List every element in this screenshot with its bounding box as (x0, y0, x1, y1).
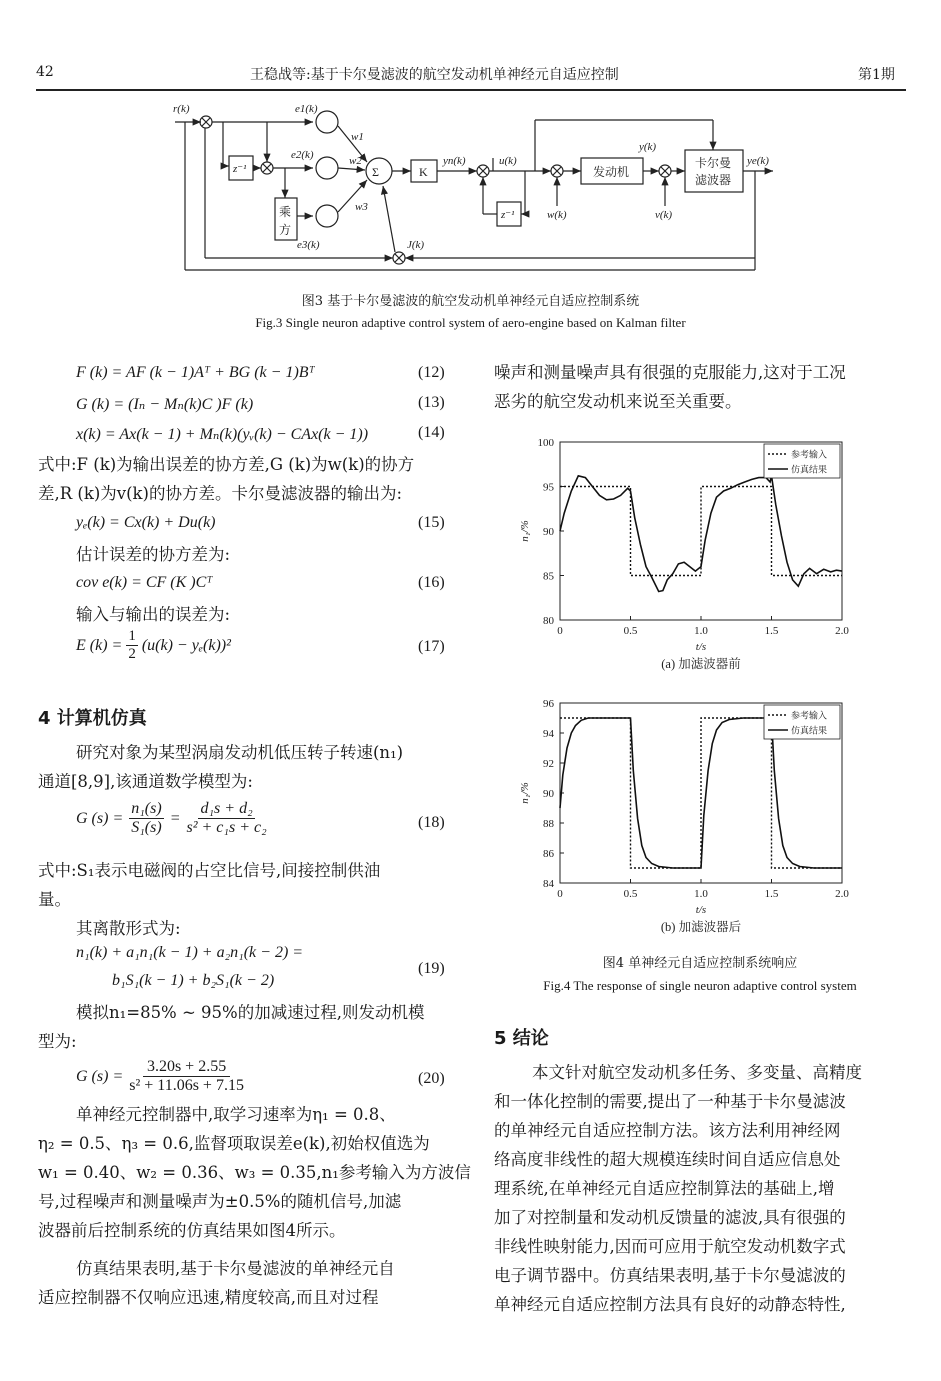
x-tick-label: 1.5 (764, 625, 779, 637)
y-tick-label: 94 (543, 728, 554, 740)
eq17-fraction: $\frac{1}{2}$ (128, 628, 136, 662)
issue-number: 第1期 (858, 67, 895, 83)
text-line: 本文针对航空发动机多任务、多变量、高精度 (532, 1063, 862, 1082)
x-tick-label: 0 (557, 888, 563, 900)
label-gain: K (419, 165, 428, 179)
text-line: 式中:S₁表示电磁阀的占空比信号,间接控制供油 (38, 861, 381, 880)
legend-label: 仿真结果 (791, 464, 828, 475)
x-tick-label: 1.0 (694, 625, 708, 637)
y-tick-label: 85 (543, 570, 554, 583)
eq17: E (k) = $\frac{1}{2}$ (u(k) − yₑ(k))² (76, 628, 231, 662)
text-line: 噪声和测量噪声具有很强的克服能力,这对于工况 (494, 363, 846, 382)
label-engine: 发动机 (593, 165, 630, 179)
eq15: yₑ(k) = Cx(k) + Du(k) (76, 514, 216, 531)
text-line: 输入与输出的误差为: (76, 605, 231, 624)
label-e3: e3(k) (297, 239, 320, 251)
eq17-number: (17) (418, 638, 445, 655)
eq19-line2: b₁S₁(k − 1) + b₂S₁(k − 2) (112, 972, 275, 989)
y-tick-label: 100 (537, 437, 554, 449)
fig3-caption-en: Fig.3 Single neuron adaptive control system of aero-engine based on Kalman filter (255, 315, 686, 330)
text-line: 加了对控制量和发动机反馈量的滤波,具有很强的 (494, 1208, 846, 1227)
label-J: J(k) (407, 239, 425, 251)
sum-node (366, 158, 392, 184)
label-w3: w3 (355, 201, 368, 213)
x-tick-label: 1.0 (694, 888, 708, 900)
eq18-number: (18) (418, 814, 445, 831)
header-rule (36, 89, 906, 91)
text-line: 估计误差的协方差为: (76, 545, 231, 564)
y-tick-label: 88 (543, 818, 554, 830)
text-line: 仿真结果表明,基于卡尔曼滤波的单神经元自 (76, 1259, 395, 1278)
text-line: 单神经元自适应控制方法具有良好的动静态特性, (494, 1295, 846, 1314)
eq19-number: (19) (418, 960, 445, 977)
text-line: η₂ = 0.5、η₃ = 0.6,监督项取误差e(k),初始权值选为 (38, 1134, 430, 1153)
y-tick-label: 96 (543, 698, 554, 710)
neuron-input-1 (316, 111, 338, 133)
y-tick-label: 95 (543, 481, 554, 494)
label-w2: w2 (349, 155, 362, 167)
x-axis-label: t/s (695, 641, 707, 653)
eq12: F (k) = AF (k − 1)Aᵀ + BG (k − 1)Bᵀ (76, 364, 315, 381)
label-kalman-top: 卡尔曼 (695, 156, 732, 170)
fig3-caption-cn: 图3 基于卡尔曼滤波的航空发动机单神经元自适应控制系统 (301, 294, 640, 309)
label-v: v(k) (655, 209, 673, 221)
eq14-number: (14) (418, 424, 445, 441)
y-tick-label: 86 (543, 848, 554, 860)
y-axis-label: n₁/% (519, 782, 531, 804)
text-line: 适应控制器不仅响应迅速,精度较高,而且对过程 (38, 1288, 379, 1307)
x-tick-label: 2.0 (835, 888, 849, 900)
text-line: 恶劣的航空发动机来说至关重要。 (494, 392, 742, 411)
text-line: 通道[8,9],该通道数学模型为: (38, 772, 253, 791)
fig4b-chart (500, 695, 860, 943)
label-w: w(k) (547, 209, 567, 221)
eq13: G (k) = (Iₙ − Mₙ(k)C )F (k) (76, 396, 254, 413)
label-w1: w1 (351, 131, 364, 143)
fig4-caption-en: Fig.4 The response of single neuron adaptive control system (543, 978, 857, 993)
x-tick-label: 0.5 (623, 888, 638, 900)
label-kalman-bottom: 滤波器 (695, 173, 732, 187)
eq20: G (s) = $\frac{3.20s + 2.55}{\text{s² + 11.06s + 7.15}}$ (76, 1058, 244, 1094)
legend-label: 参考输入 (791, 449, 828, 460)
text-line: w₁ = 0.40、w₂ = 0.36、w₃ = 0.35,n₁参考输入为方波信 (38, 1163, 471, 1182)
y-tick-label: 92 (543, 758, 554, 770)
fig4-caption-cn: 图4 单神经元自适应控制系统响应 (602, 956, 798, 971)
y-tick-label: 90 (543, 526, 554, 538)
text-line: 单神经元控制器中,取学习速率为η₁ = 0.8、 (76, 1105, 396, 1124)
subplot-caption: (a) 加滤波器前 (661, 657, 741, 671)
label-z1: z⁻¹ (233, 163, 247, 175)
label-e2: e2(k) (291, 149, 314, 161)
label-square-top: 乘 (279, 205, 292, 219)
neuron-input-2 (316, 157, 338, 179)
text-line: 电子调节器中。仿真结果表明,基于卡尔曼滤波的 (494, 1266, 846, 1285)
x-axis-label: t/s (695, 904, 707, 916)
text-line: 非线性映射能力,因而可应用于航空发动机数字式 (494, 1237, 846, 1256)
text-line: 式中:F (k)为输出误差的协方差,G (k)为w(k)的协方 (38, 455, 415, 474)
fig3-block-diagram (155, 98, 785, 283)
page-number: 42 (36, 64, 54, 80)
label-yn: yn(k) (443, 155, 466, 167)
y-tick-label: 90 (543, 788, 554, 800)
y-axis-label: n₁/% (519, 520, 531, 542)
text-line: 的单神经元自适应控制方法。该方法利用神经网 (494, 1121, 841, 1140)
label-e1: e1(k) (295, 103, 318, 115)
series-line-reference (560, 718, 842, 868)
running-title: 王稳战等:基于卡尔曼滤波的航空发动机单神经元自适应控制 (250, 67, 619, 83)
text-line: 其离散形式为: (76, 919, 181, 938)
neuron-input-3 (316, 205, 338, 227)
section-4-heading: 4 计算机仿真 (38, 708, 147, 729)
legend-label: 参考输入 (791, 710, 828, 721)
x-tick-label: 1.5 (764, 888, 779, 900)
text-line: 量。 (38, 890, 71, 909)
label-ye: ye(k) (747, 155, 769, 167)
text-line: 络高度非线性的超大规模连续时间自适应信息处 (494, 1150, 841, 1169)
eq12-number: (12) (418, 364, 445, 381)
text-line: 研究对象为某型涡扇发动机低压转子转速(n₁) (76, 743, 404, 762)
eq15-number: (15) (418, 514, 445, 531)
eq18: G (s) = $\frac{\text{n₁(s)}}{\text{S₁(s)}}$ = $\frac{\text{d₁s + d₂}}{\text{s² + c₁s + c₂}}$ (76, 800, 267, 836)
y-tick-label: 84 (543, 878, 554, 890)
label-u: u(k) (499, 155, 517, 167)
label-r: r(k) (173, 103, 190, 115)
legend-label: 仿真结果 (791, 725, 828, 736)
eq19-line1: n₁(k) + a₁n₁(k − 1) + a₂n₁(k − 2) = (76, 944, 304, 961)
x-tick-label: 0 (557, 625, 563, 637)
x-tick-label: 0.5 (623, 625, 638, 637)
label-sum: Σ (372, 165, 379, 179)
text-line: 和一体化控制的需要,提出了一种基于卡尔曼滤波 (494, 1092, 846, 1111)
label-square-bottom: 方 (279, 223, 292, 237)
section-5-heading: 5 结论 (494, 1028, 549, 1049)
text-line: 差,R (k)为v(k)的协方差。卡尔曼滤波器的输出为: (38, 484, 403, 503)
x-tick-label: 2.0 (835, 625, 849, 637)
y-tick-label: 80 (543, 615, 554, 627)
text-line: 模拟n₁=85% ~ 95%的加减速过程,则发动机模 (76, 1003, 425, 1022)
text-line: 号,过程噪声和测量噪声为±0.5%的随机信号,加滤 (38, 1192, 402, 1211)
subplot-caption: (b) 加滤波器后 (660, 920, 742, 934)
fig4a-chart (500, 430, 860, 690)
text-line: 波器前后控制系统的仿真结果如图4所示。 (38, 1221, 346, 1240)
eq13-number: (13) (418, 394, 445, 411)
text-line: 理系统,在单神经元自适应控制算法的基础上,增 (494, 1179, 835, 1198)
eq16: cov e(k) = CF (K )Cᵀ (76, 574, 213, 591)
eq16-number: (16) (418, 574, 445, 591)
eq20-number: (20) (418, 1070, 445, 1087)
label-z2: z⁻¹ (501, 209, 515, 221)
eq14: x(k) = Ax(k − 1) + Mₙ(k)(yᵥ(k) − CAx(k − 1)) (76, 426, 369, 443)
text-line: 型为: (38, 1032, 77, 1051)
label-y: y(k) (639, 141, 657, 153)
